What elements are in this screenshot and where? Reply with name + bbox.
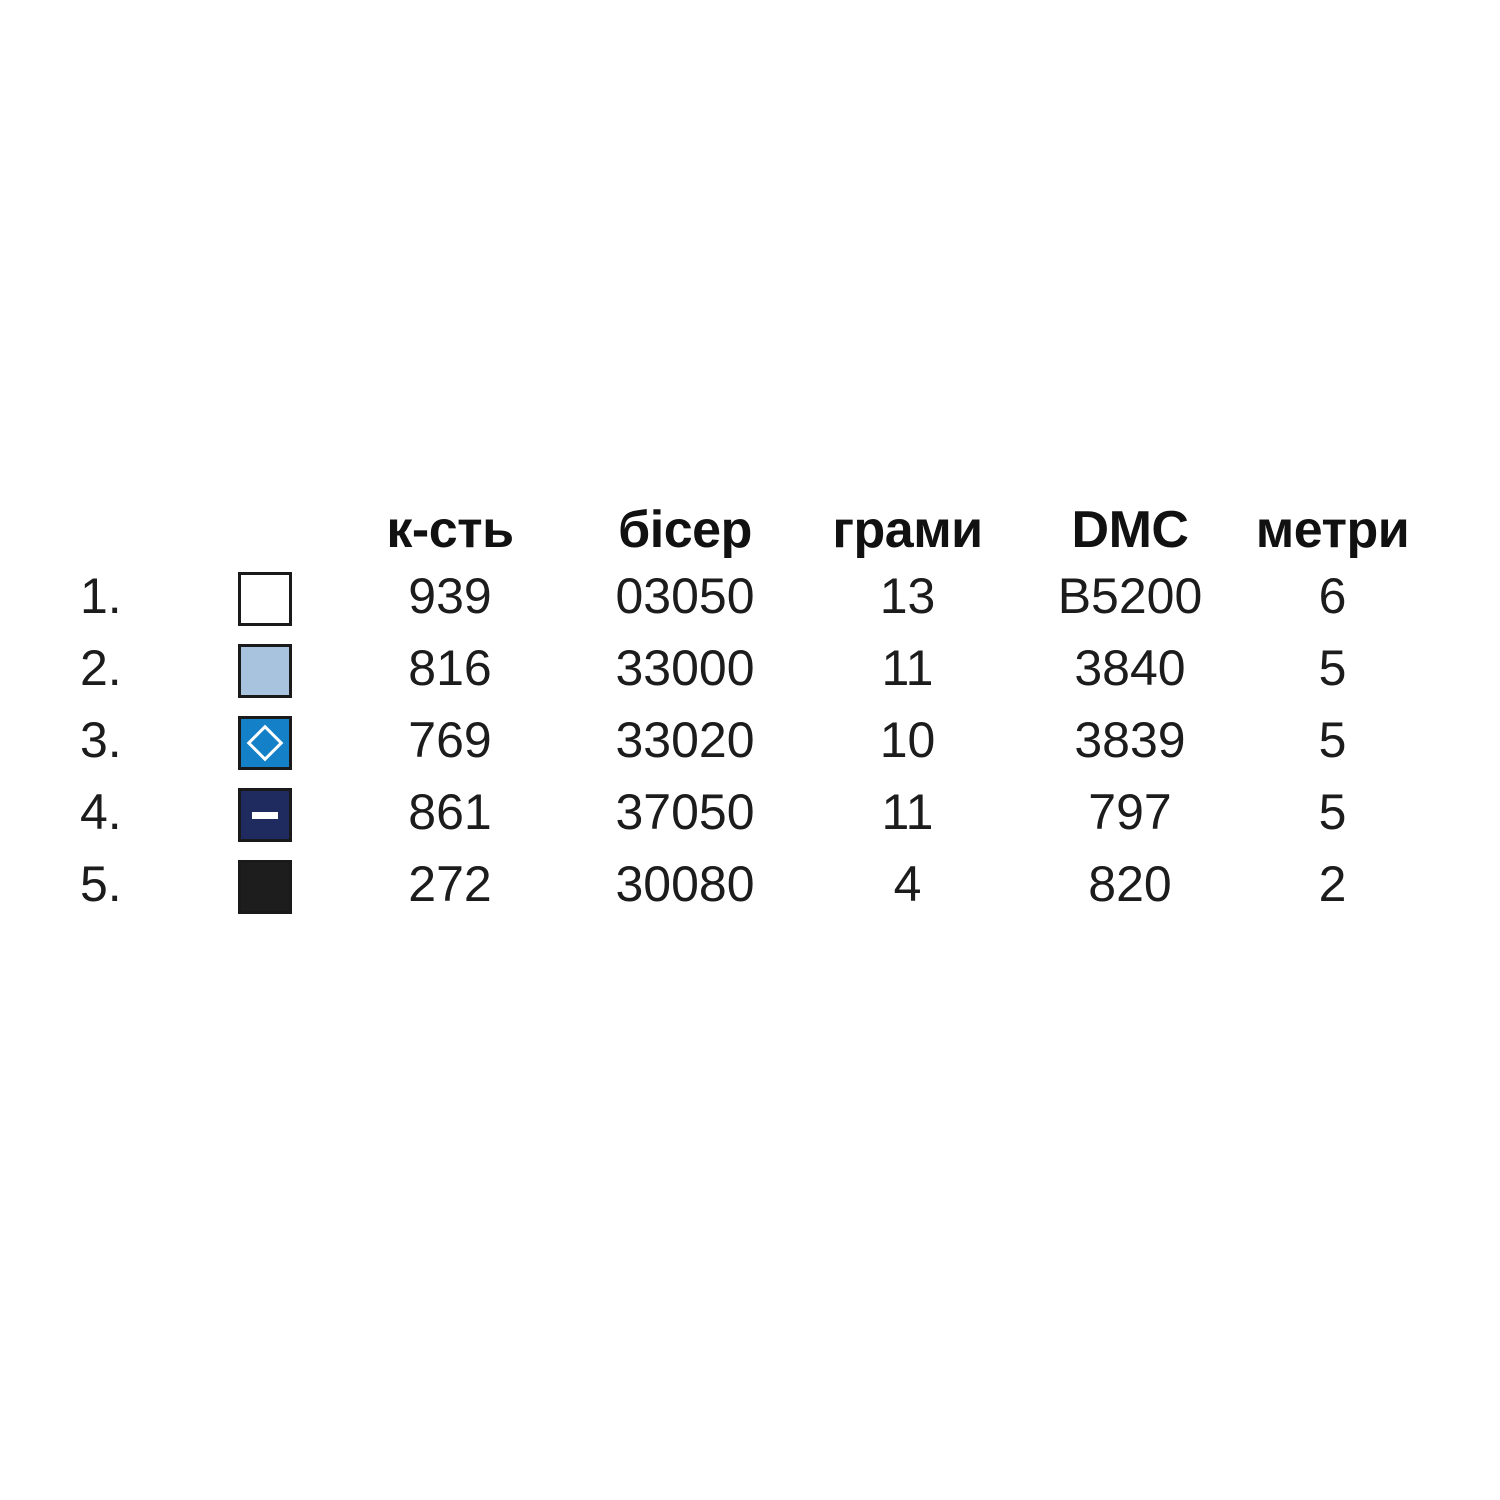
row-index: 4. xyxy=(80,784,122,840)
cell-bead: 30080 xyxy=(615,856,755,912)
cell-grams: 4 xyxy=(893,856,922,912)
color-swatch-cell xyxy=(200,848,330,920)
color-swatch-cell xyxy=(200,704,330,776)
cell-meters: 5 xyxy=(1318,784,1347,840)
cell-bead: 33000 xyxy=(615,640,755,696)
table-row xyxy=(80,848,1420,920)
color-swatch-cell xyxy=(200,560,330,632)
cell-bead: 03050 xyxy=(615,568,755,624)
cell-dmc: B5200 xyxy=(1057,568,1203,624)
diamond-symbol-icon xyxy=(247,725,284,762)
cell-dmc: 3839 xyxy=(1074,712,1186,768)
color-swatch-cell xyxy=(200,632,330,704)
cell-count: 769 xyxy=(408,712,492,768)
row-index: 1. xyxy=(80,568,122,624)
color-swatch xyxy=(238,572,292,626)
cell-dmc: 797 xyxy=(1088,784,1172,840)
row-index: 3. xyxy=(80,712,122,768)
row-index: 2. xyxy=(80,640,122,696)
cell-bead: 33020 xyxy=(615,712,755,768)
cell-count: 939 xyxy=(408,568,492,624)
cell-count: 861 xyxy=(408,784,492,840)
cell-grams: 13 xyxy=(879,568,936,624)
row-index: 5. xyxy=(80,856,122,912)
cell-count: 816 xyxy=(408,640,492,696)
column-header-bead: бісер xyxy=(618,501,752,559)
cell-meters: 6 xyxy=(1318,568,1347,624)
dash-symbol-icon xyxy=(252,812,278,819)
column-header-count: к-сть xyxy=(386,501,514,559)
cell-bead: 37050 xyxy=(615,784,755,840)
cell-meters: 5 xyxy=(1318,640,1347,696)
table-row xyxy=(80,560,1420,632)
table-body xyxy=(80,560,1420,920)
bead-thread-legend-table xyxy=(80,500,1420,920)
color-swatch xyxy=(238,716,292,770)
column-header-index xyxy=(80,500,200,560)
color-swatch-cell xyxy=(200,776,330,848)
cell-grams: 10 xyxy=(879,712,936,768)
cell-meters: 2 xyxy=(1318,856,1347,912)
column-header-dmc: DMC xyxy=(1071,501,1189,559)
cell-count: 272 xyxy=(408,856,492,912)
table-row xyxy=(80,632,1420,704)
column-header-meters: метри xyxy=(1255,501,1410,559)
table-row xyxy=(80,704,1420,776)
column-header-grams: грами xyxy=(832,501,983,559)
header-row xyxy=(80,500,1420,560)
color-swatch xyxy=(238,788,292,842)
cell-dmc: 820 xyxy=(1088,856,1172,912)
cell-dmc: 3840 xyxy=(1074,640,1186,696)
cell-grams: 11 xyxy=(881,640,934,696)
column-header-swatch xyxy=(200,500,330,560)
cell-meters: 5 xyxy=(1318,712,1347,768)
legend-container xyxy=(80,500,1440,920)
color-swatch xyxy=(238,644,292,698)
color-swatch xyxy=(238,860,292,914)
cell-grams: 11 xyxy=(881,784,934,840)
table-row xyxy=(80,776,1420,848)
table-header xyxy=(80,500,1420,560)
